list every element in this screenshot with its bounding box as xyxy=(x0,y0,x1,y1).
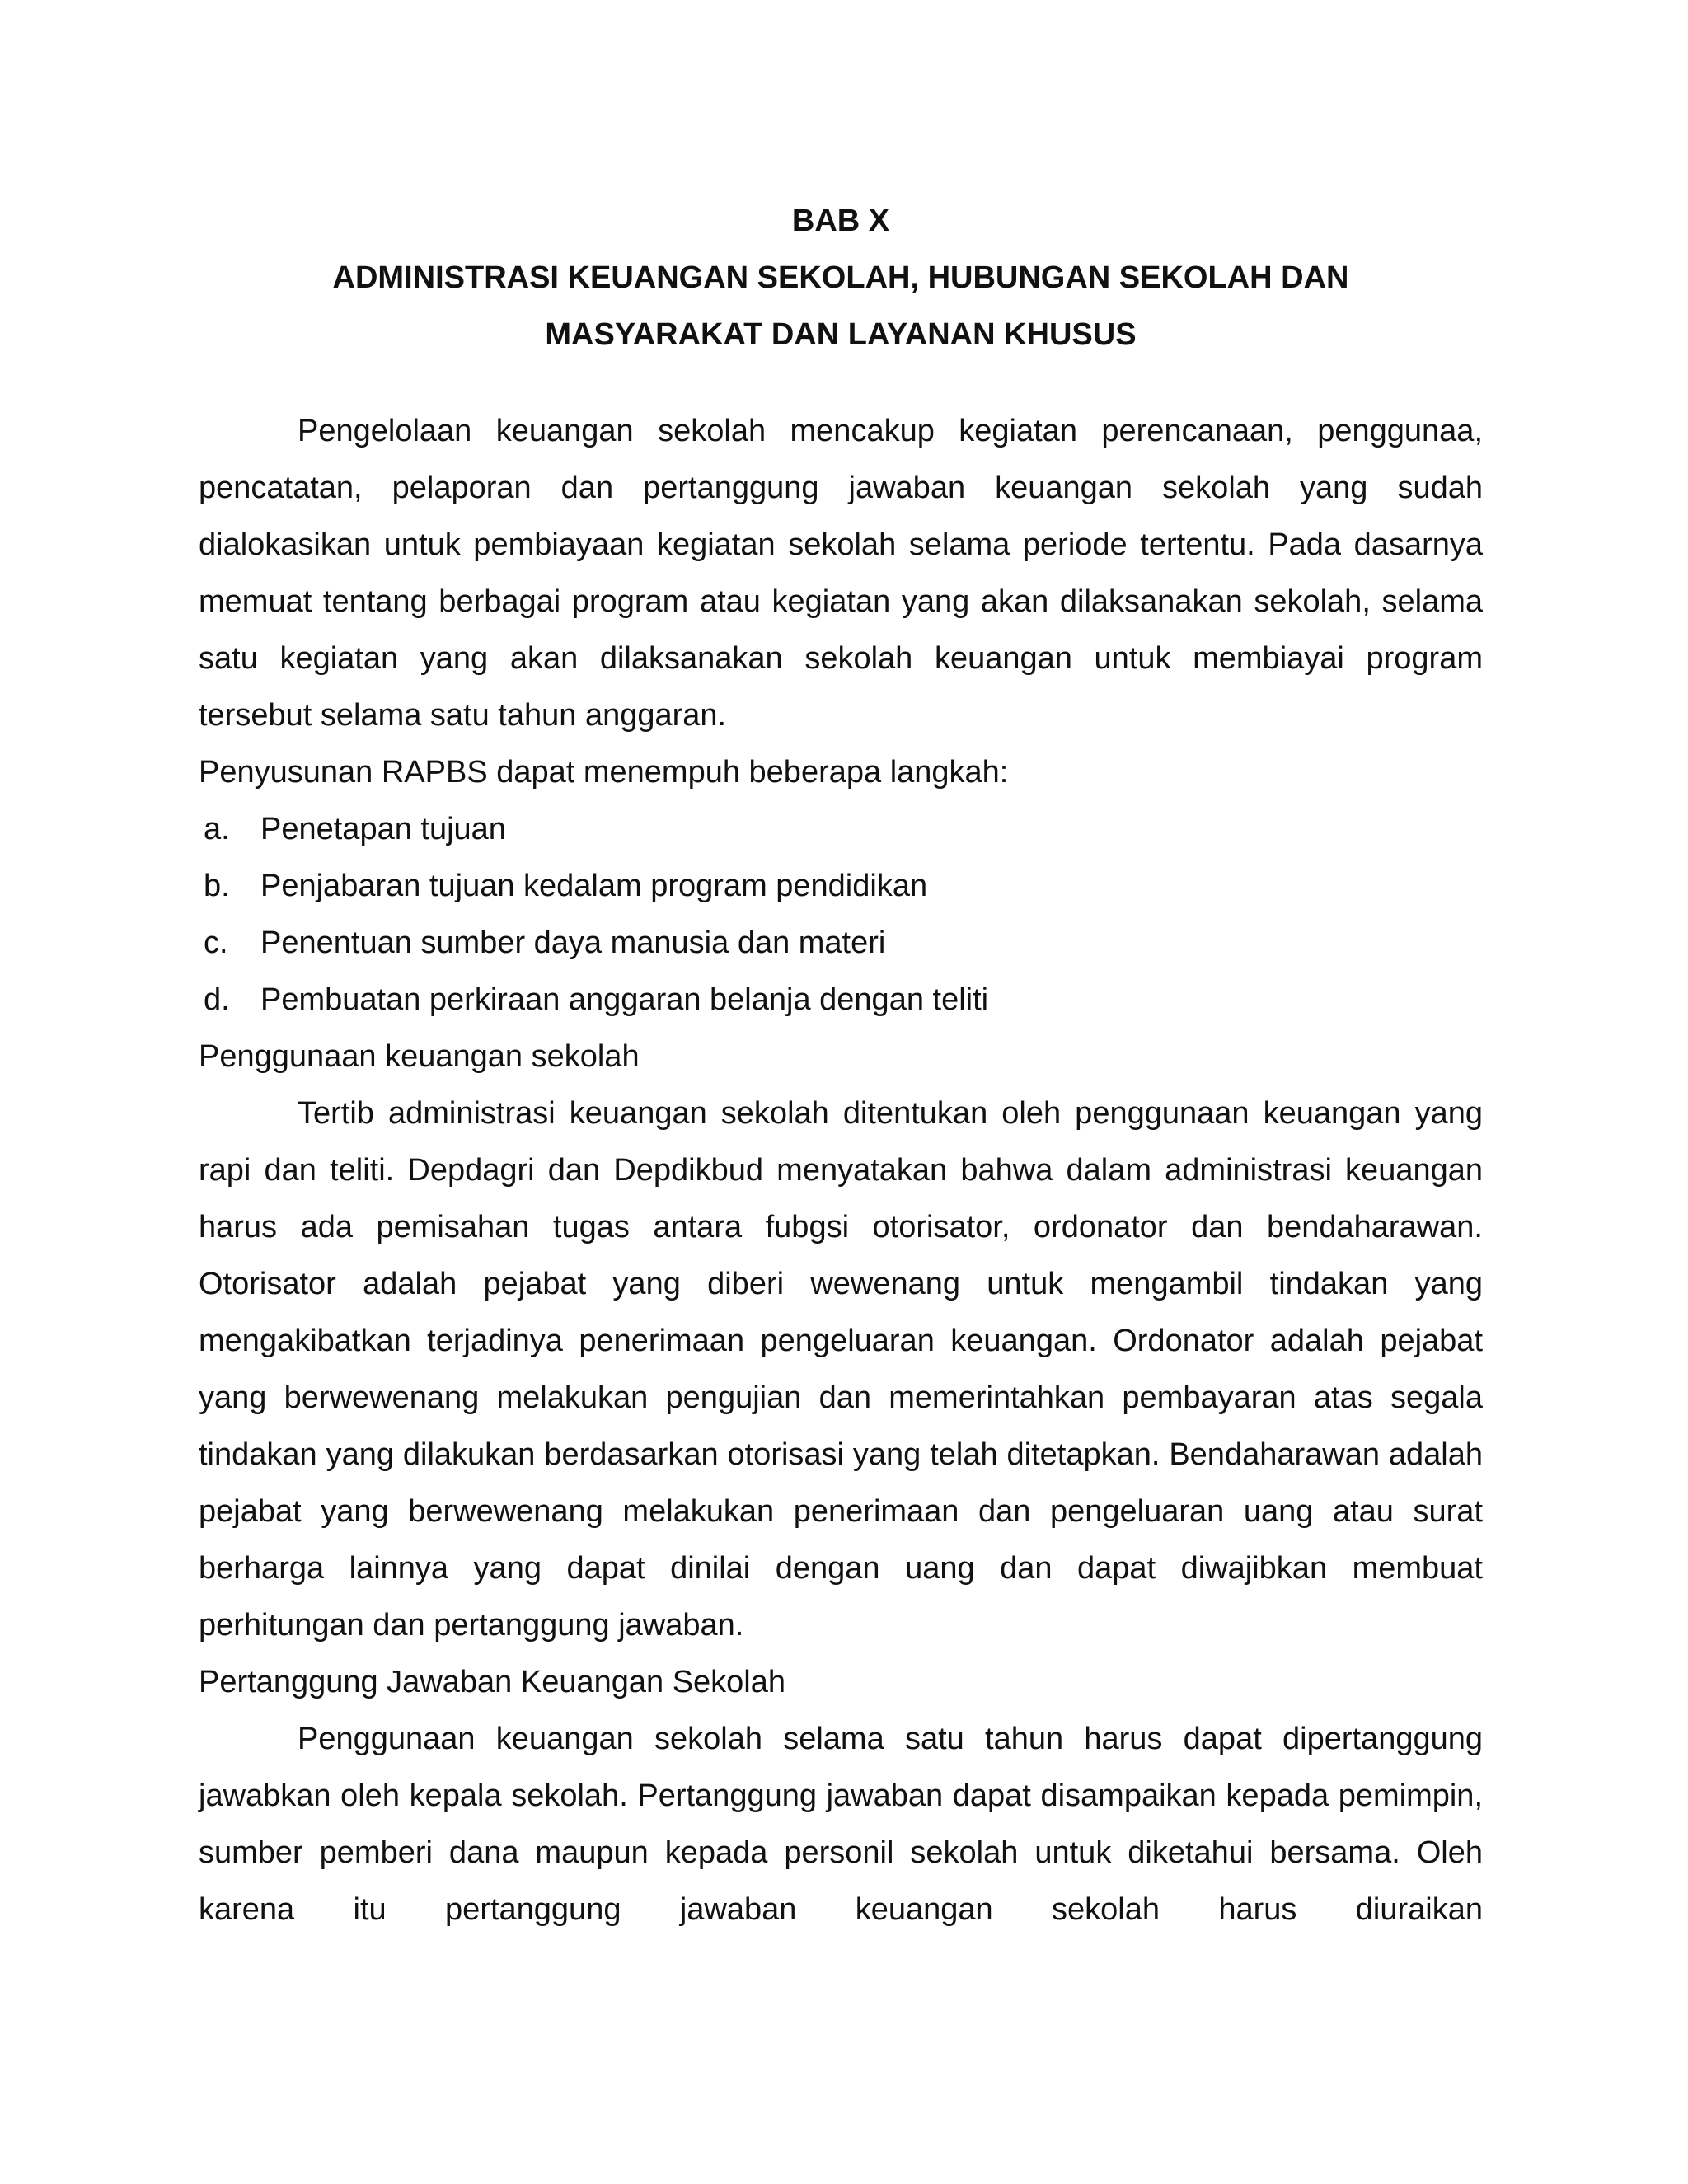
list-item-text: Penetapan tujuan xyxy=(260,812,506,846)
list-item xyxy=(199,972,1483,1029)
usage-paragraph: Tertib administrasi keuangan sekolah ditentukan oleh penggunaan keuangan yang rapi dan teliti. Depdagri dan Depdikbud menyatakan bahwa dalam administrasi keuangan harus ada pemisahan tugas antara fubgsi otorisator, ordonator dan bendaharawan. Otorisator adalah pejabat yang diberi wewenang untuk mengambil tindakan yang mengakibatkan terjadinya penerimaan pengeluaran keuangan. Ordonator adalah pejabat yang berwewenang melakukan pengujian dan memerintahkan pembayaran atas segala tindakan yang dilakukan berdasarkan otorisasi yang telah ditetapkan. Bendaharawan adalah pejabat yang berwewenang melakukan penerimaan dan pengeluaran uang atau surat berharga lainnya yang dapat dinilai dengan uang dan dapat diwajibkan membuat perhitungan dan pertanggung jawaban. xyxy=(199,1096,1483,1643)
usage-section-heading: Penggunaan keuangan sekolah xyxy=(199,1039,640,1074)
rapbs-lead-text: Penyusunan RAPBS dapat menempuh beberapa langkah: xyxy=(199,755,1009,790)
chapter-title-line-1: ADMINISTRASI KEUANGAN SEKOLAH, HUBUNGAN SEKOLAH DAN xyxy=(332,260,1349,295)
accountability-paragraph: Penggunaan keuangan sekolah selama satu tahun harus dapat dipertanggung jawabkan oleh kepala sekolah. Pertanggung jawaban dapat disampaikan kepada pemimpin, sumber pemberi dana maupun kepada personil sekolah untuk diketahui bersama. Oleh karena itu pertanggung jawaban keuangan sekolah harus diuraikan xyxy=(199,1722,1483,1927)
list-item-text: Penjabaran tujuan kedalam program pendidikan xyxy=(260,869,928,903)
list-item xyxy=(199,858,1483,915)
list-item-text: Penentuan sumber daya manusia dan materi xyxy=(260,926,886,960)
list-marker: a. xyxy=(204,812,230,846)
chapter-heading xyxy=(199,193,1483,363)
document-page xyxy=(199,193,1483,1938)
list-item xyxy=(199,801,1483,858)
chapter-title-line-2: MASYARAKAT DAN LAYANAN KHUSUS xyxy=(545,317,1137,352)
list-item xyxy=(199,915,1483,972)
intro-paragraph: Pengelolaan keuangan sekolah mencakup kegiatan perencanaan, penggunaa, pencatatan, pelaporan dan pertanggung jawaban keuangan sekolah yang sudah dialokasikan untuk pembiayaan kegiatan sekolah selama periode tertentu. Pada dasarnya memuat tentang berbagai program atau kegiatan yang akan dilaksanakan sekolah, selama satu kegiatan yang akan dilaksanakan sekolah keuangan untuk membiayai program tersebut selama satu tahun anggaran. xyxy=(199,414,1483,733)
chapter-number: BAB X xyxy=(791,204,890,238)
accountability-section-heading: Pertanggung Jawaban Keuangan Sekolah xyxy=(199,1665,786,1699)
list-marker: c. xyxy=(204,926,228,960)
list-item-text: Pembuatan perkiraan anggaran belanja dengan teliti xyxy=(260,982,989,1017)
rapbs-steps-list xyxy=(199,801,1483,1029)
list-marker: b. xyxy=(204,869,230,903)
list-marker: d. xyxy=(204,982,230,1017)
